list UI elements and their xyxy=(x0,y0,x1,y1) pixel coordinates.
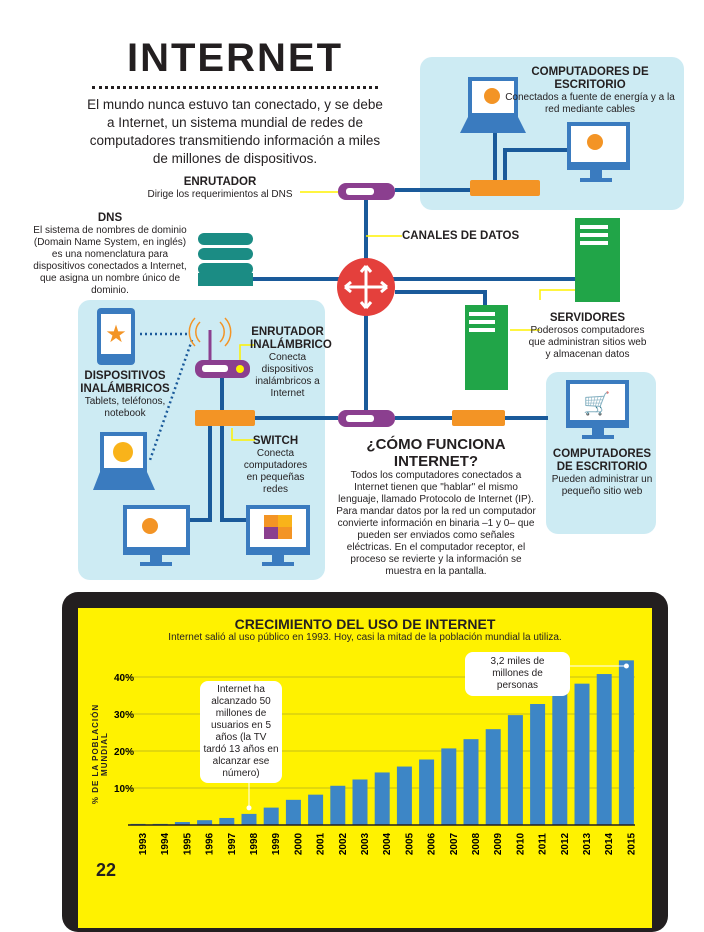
desktop-bottom-label: COMPUTADORES DE ESCRITORIO Pueden administrar un pequeño sitio web xyxy=(551,448,653,497)
x-tick-label: 2005 xyxy=(404,832,416,856)
y-tick-label: 20% xyxy=(113,747,134,758)
chart-subtitle: Internet salió al uso público en 1993. Hoy, casi la mitad de la población mundial la utiliza. xyxy=(168,632,562,643)
dns-label: DNS El sistema de nombres de dominio (Domain Name System, en inglés) es una nomenclatura para dispositivos conectados a Internet, que asigna un nombre único de dominio. xyxy=(33,212,187,296)
x-tick-label: 1994 xyxy=(160,832,172,856)
x-tick-label: 2009 xyxy=(493,832,505,856)
x-tick-label: 2004 xyxy=(382,832,394,856)
x-tick-label: 2008 xyxy=(471,832,482,856)
x-tick-label: 2007 xyxy=(448,832,460,856)
x-tick-label: 2006 xyxy=(426,832,438,856)
bar-2014 xyxy=(597,674,612,825)
annotation-2015: 3,2 miles de millones de personas xyxy=(465,652,570,696)
bar-1999 xyxy=(264,808,279,825)
annotation-dot-1998 xyxy=(247,805,252,810)
x-tick-label: 1997 xyxy=(226,832,238,856)
how-it-works: ¿CÓMO FUNCIONA INTERNET? Todos los computadores conectados a Internet tienen que "hablar" el mismo lenguaje, llamado Protocolo de Internet (IP). Para mandar datos por la red un computador convierte información en binaria –1 y 0– que pueden ser enviados como señales eléctricas. En el computador receptor, el proceso se revierte y la información se muestra en la pantalla. xyxy=(336,436,536,577)
bar-2004 xyxy=(375,772,390,825)
x-tick-label: 2013 xyxy=(582,832,593,856)
bar-2006 xyxy=(419,760,434,825)
x-tick-label: 1993 xyxy=(138,832,149,856)
desktop-top-label: COMPUTADORES DE ESCRITORIO Conectados a fuente de energía y a la red mediante cables xyxy=(505,66,675,115)
x-tick-label: 1999 xyxy=(271,832,283,856)
channels-label: CANALES DE DATOS xyxy=(402,230,520,242)
router-label: ENRUTADOR Dirige los requerimientos al DNS xyxy=(147,176,293,200)
svg-text:🛒: 🛒 xyxy=(583,391,611,416)
page-title: INTERNET xyxy=(127,36,343,80)
bar-1998 xyxy=(242,814,257,825)
chart-title: CRECIMIENTO DEL USO DE INTERNET xyxy=(234,616,496,632)
annotation-1998: Internet ha alcanzado 50 millones de usuarios en 5 años (la TV tardó 13 años en alcanzar ese número) xyxy=(200,681,282,783)
wireless-router-label: ENRUTADOR INALÁMBRICO Conecta dispositivos inalámbricos a Internet xyxy=(250,326,332,399)
page-number: 22 xyxy=(96,860,117,880)
bar-2015 xyxy=(619,660,634,825)
bar-1997 xyxy=(219,818,234,825)
x-tick-label: 1998 xyxy=(249,832,260,856)
x-tick-label: 2012 xyxy=(559,832,571,856)
y-tick-label: 30% xyxy=(113,710,134,721)
servers-label: SERVIDORES Poderosos computadores que administran sitios web y almacenan datos xyxy=(528,312,647,360)
y-tick-label: 40% xyxy=(113,673,134,684)
bar-2011 xyxy=(530,704,545,825)
x-tick-label: 1995 xyxy=(182,832,194,856)
bar-2001 xyxy=(308,795,323,825)
x-tick-label: 2015 xyxy=(626,832,638,856)
y-axis-label: % DE LA POBLACIÓN MUNDIAL xyxy=(91,703,109,805)
bar-2002 xyxy=(330,786,345,825)
x-tick-label: 2000 xyxy=(293,832,305,856)
svg-text:★: ★ xyxy=(105,321,127,348)
intro-text: El mundo nunca estuvo tan conectado, y se debe a Internet, un sistema mundial de redes de computadores transmitiendo información a miles de millones de dispositivos. xyxy=(87,97,383,166)
switch-label: SWITCH Conecta computadores en pequeñas redes xyxy=(243,435,308,495)
bar-2007 xyxy=(441,748,456,825)
x-tick-label: 2003 xyxy=(360,832,371,856)
bar-2009 xyxy=(486,729,501,825)
bar-2008 xyxy=(464,739,479,825)
y-tick-label: 10% xyxy=(113,784,134,795)
bar-2003 xyxy=(353,779,368,825)
x-tick-label: 2010 xyxy=(515,832,527,856)
annotation-dot-2015 xyxy=(624,664,629,669)
x-tick-label: 2014 xyxy=(604,832,616,856)
bar-2012 xyxy=(552,693,567,825)
bar-2000 xyxy=(286,800,301,825)
bar-2005 xyxy=(397,767,412,825)
wireless-devices-label: DISPOSITIVOS INALÁMBRICOS Tablets, teléfonos, notebook xyxy=(80,370,170,419)
x-tick-label: 2011 xyxy=(537,833,549,855)
bar-2013 xyxy=(575,684,590,825)
x-tick-label: 2001 xyxy=(315,832,327,856)
x-tick-label: 1996 xyxy=(204,832,216,856)
bar-2010 xyxy=(508,715,523,825)
x-tick-label: 2002 xyxy=(337,832,349,856)
